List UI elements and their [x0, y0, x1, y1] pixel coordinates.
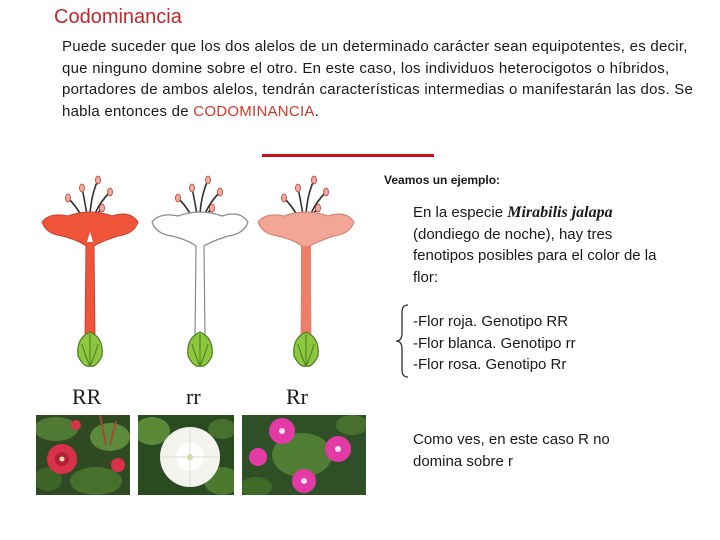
genotype-label-rr-dominant: RR	[72, 384, 102, 409]
intro-text: Puede suceder que los dos alelos de un determinado carácter sean equipotentes, es decir, que ninguno domine sobre el otro. En este caso, los individuos heterocigotos o híbridos, portadores de ambos alelos, tendrán características intermedias o manifestarán las dos. Se habla entonces de	[62, 38, 694, 120]
genotype-label-rr-hetero: Rr	[286, 384, 308, 409]
conclusion-text: Como ves, en este caso R no domina sobre r	[413, 431, 610, 470]
example-heading: Veamos un ejemplo:	[384, 173, 501, 187]
codominancia-highlight: CODOMINANCIA	[193, 102, 315, 120]
white-flower-photo	[138, 415, 234, 495]
species-name: Mirabilis jalapa	[507, 204, 613, 221]
genotype-label-rr-recessive: rr	[186, 384, 201, 409]
phenotype-red: -Flor roja. Genotipo RR	[413, 313, 569, 330]
desc-suffix: (dondiego de noche), hay tres fenotipos posibles para el color de la flor:	[413, 225, 657, 286]
white-flower-icon	[148, 172, 252, 378]
pink-flower-icon	[254, 172, 358, 378]
phenotype-list	[413, 311, 576, 376]
brace-icon	[394, 303, 410, 379]
red-divider	[262, 154, 434, 157]
phenotype-white: -Flor blanca. Genotipo rr	[413, 334, 576, 352]
red-flower-photo	[36, 415, 130, 495]
slide-title: Codominancia	[54, 6, 182, 28]
pink-flower-photo	[242, 415, 366, 495]
phenotype-pink: -Flor rosa. Genotipo Rr	[413, 356, 567, 373]
intro-end: .	[314, 102, 320, 120]
species-description	[413, 202, 658, 288]
intro-paragraph	[62, 36, 702, 122]
red-flower-icon	[38, 172, 142, 378]
desc-prefix: En la especie	[413, 204, 508, 221]
